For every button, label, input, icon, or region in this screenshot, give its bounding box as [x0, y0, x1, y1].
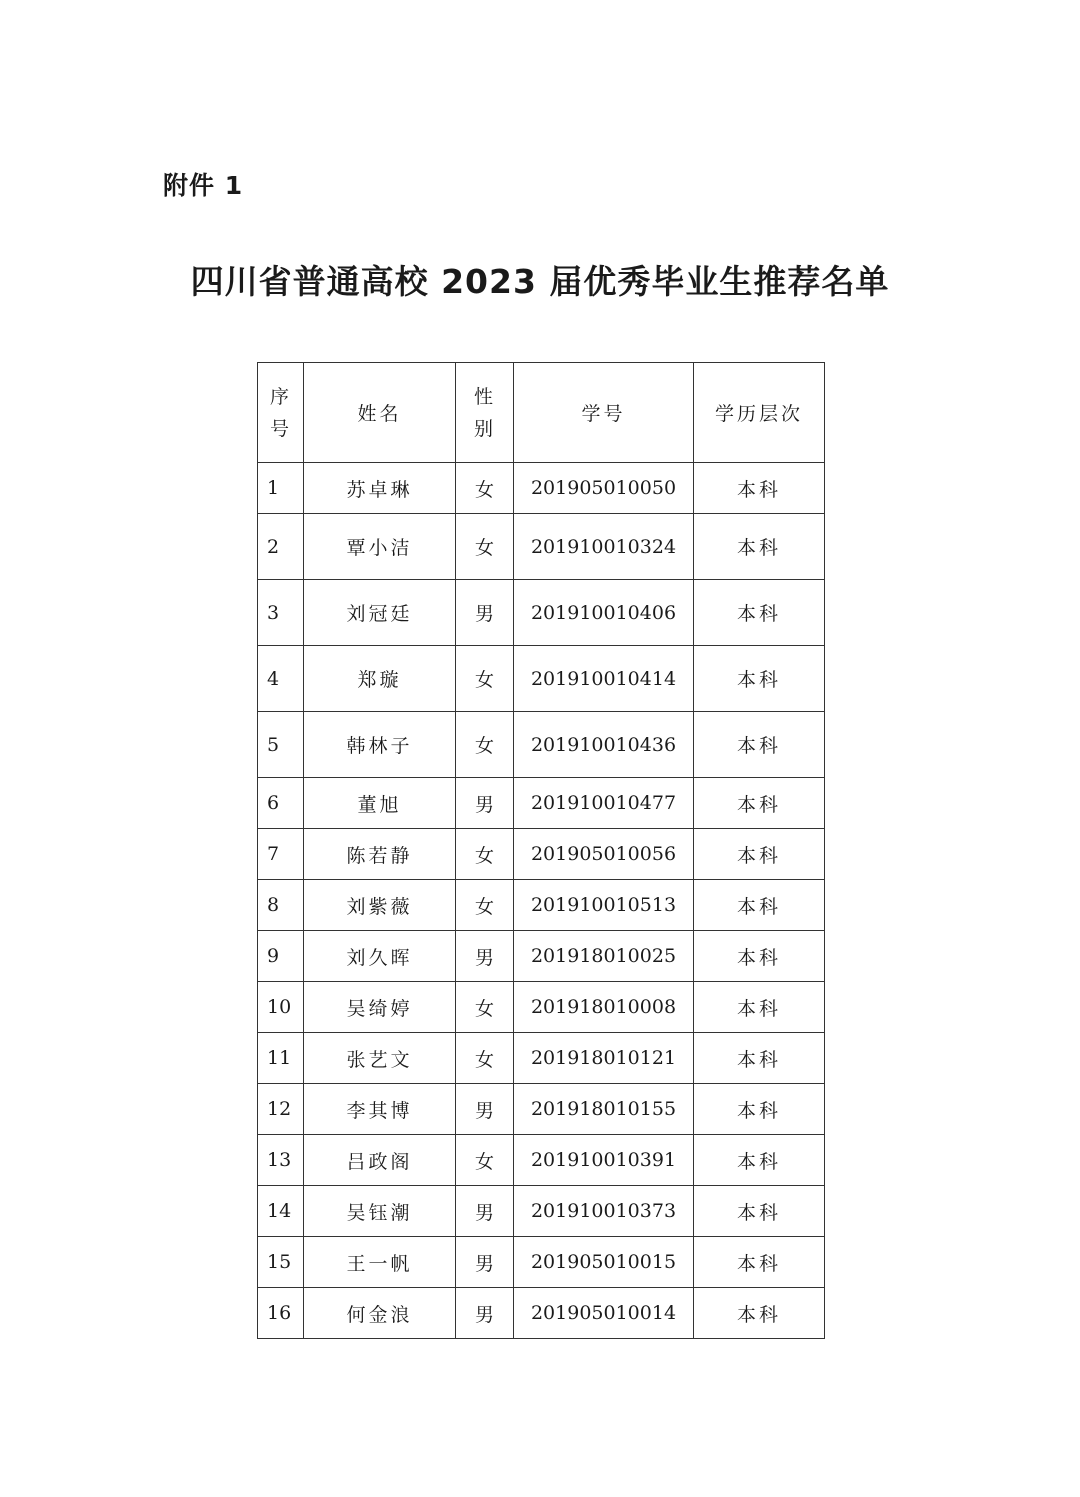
cell-level	[694, 580, 825, 646]
cell-name	[304, 1237, 456, 1288]
cell-name	[304, 1033, 456, 1084]
cell-name-text: 韩林子	[346, 735, 413, 757]
cell-student-id-text: 201910010324	[530, 535, 677, 558]
cell-level	[694, 463, 825, 514]
cell-name	[304, 931, 456, 982]
cell-level	[694, 1084, 825, 1135]
cell-no-text: 11	[267, 1047, 292, 1069]
cell-name-text: 郑璇	[357, 669, 402, 691]
cell-name	[304, 880, 456, 931]
table-row	[258, 646, 825, 712]
cell-student-id	[514, 829, 694, 880]
cell-gender	[456, 514, 514, 580]
cell-level-text: 本科	[736, 537, 781, 559]
cell-student-id	[514, 646, 694, 712]
cell-name	[304, 1186, 456, 1237]
table-row	[258, 1237, 825, 1288]
cell-no	[258, 778, 304, 829]
cell-gender-text: 男	[474, 1099, 494, 1122]
header-gender-char-2: 别	[473, 417, 495, 440]
header-level-label: 学历层次	[714, 403, 803, 425]
cell-level-text: 本科	[736, 1150, 781, 1173]
cell-name-text: 吴钰潮	[346, 1201, 413, 1224]
cell-name-text: 刘久晖	[346, 946, 413, 969]
header-student-id-label: 学号	[581, 403, 626, 425]
cell-gender-text: 男	[474, 793, 494, 816]
cell-gender	[456, 931, 514, 982]
cell-gender-text: 男	[474, 1252, 494, 1275]
cell-name-text: 苏卓琳	[346, 478, 413, 501]
cell-no	[258, 712, 304, 778]
cell-gender	[456, 580, 514, 646]
cell-level	[694, 778, 825, 829]
cell-name	[304, 1288, 456, 1339]
cell-no	[258, 931, 304, 982]
cell-name-text: 何金浪	[346, 1303, 413, 1326]
cell-gender-text: 女	[474, 997, 494, 1020]
cell-level	[694, 1033, 825, 1084]
cell-gender-text: 女	[474, 1150, 494, 1173]
cell-level-text: 本科	[736, 1252, 781, 1275]
cell-gender-text: 女	[474, 735, 494, 757]
cell-name	[304, 646, 456, 712]
cell-student-id-text: 201910010513	[530, 894, 677, 916]
cell-name	[304, 1084, 456, 1135]
cell-student-id	[514, 1288, 694, 1339]
table-body	[258, 463, 825, 1339]
cell-student-id	[514, 1084, 694, 1135]
cell-gender	[456, 646, 514, 712]
table-row	[258, 778, 825, 829]
attachment-label: 附件 1	[163, 171, 244, 200]
cell-level	[694, 712, 825, 778]
cell-level-text: 本科	[736, 478, 781, 501]
cell-no-text: 10	[267, 996, 292, 1018]
cell-gender-text: 女	[474, 478, 494, 501]
header-name	[304, 363, 456, 463]
cell-gender-text: 女	[474, 844, 494, 867]
cell-gender-text: 男	[474, 603, 494, 625]
cell-student-id	[514, 1033, 694, 1084]
cell-name	[304, 463, 456, 514]
cell-no-text: 3	[267, 601, 280, 624]
table-row	[258, 1288, 825, 1339]
cell-gender-text: 男	[474, 1303, 494, 1326]
cell-level-text: 本科	[736, 895, 781, 918]
table-row	[258, 1186, 825, 1237]
cell-student-id-text: 201910010391	[530, 1149, 677, 1171]
header-no	[258, 363, 304, 463]
cell-no	[258, 880, 304, 931]
cell-student-id	[514, 712, 694, 778]
cell-name-text: 吕政阁	[346, 1150, 413, 1173]
cell-level	[694, 1186, 825, 1237]
cell-student-id	[514, 1135, 694, 1186]
document-title: 四川省普通高校 2023 届优秀毕业生推荐名单	[190, 262, 890, 301]
cell-no-text: 8	[267, 894, 280, 916]
cell-gender-text: 女	[474, 1048, 494, 1071]
cell-level-text: 本科	[736, 1048, 781, 1071]
cell-level-text: 本科	[736, 1099, 781, 1122]
cell-name-text: 吴绮婷	[346, 997, 413, 1020]
cell-no-text: 5	[267, 733, 280, 756]
header-gender-char-1: 性	[473, 385, 495, 408]
cell-no-text: 4	[267, 667, 280, 690]
cell-no	[258, 1084, 304, 1135]
cell-no	[258, 1135, 304, 1186]
cell-no	[258, 646, 304, 712]
cell-student-id-text: 201910010373	[530, 1200, 677, 1222]
cell-level	[694, 514, 825, 580]
cell-no	[258, 1033, 304, 1084]
cell-student-id	[514, 931, 694, 982]
cell-level	[694, 646, 825, 712]
cell-no	[258, 580, 304, 646]
cell-student-id-text: 201905010056	[530, 843, 677, 865]
cell-no	[258, 1288, 304, 1339]
cell-no-text: 13	[267, 1149, 292, 1171]
cell-no	[258, 1237, 304, 1288]
cell-level	[694, 1288, 825, 1339]
cell-gender-text: 女	[474, 669, 494, 691]
cell-name-text: 陈若静	[346, 844, 413, 867]
cell-no	[258, 463, 304, 514]
table-row	[258, 982, 825, 1033]
cell-gender	[456, 778, 514, 829]
cell-name-text: 王一帆	[346, 1252, 413, 1275]
cell-no-text: 1	[267, 477, 280, 499]
cell-name	[304, 778, 456, 829]
table-row	[258, 880, 825, 931]
cell-level	[694, 1237, 825, 1288]
cell-name-text: 覃小洁	[346, 537, 413, 559]
cell-level	[694, 931, 825, 982]
cell-no-text: 14	[267, 1200, 292, 1222]
cell-name-text: 董旭	[357, 793, 402, 816]
cell-no	[258, 514, 304, 580]
cell-level-text: 本科	[736, 844, 781, 867]
cell-student-id-text: 201910010477	[530, 792, 677, 814]
header-level	[694, 363, 825, 463]
cell-gender	[456, 712, 514, 778]
cell-level-text: 本科	[736, 946, 781, 969]
cell-student-id	[514, 580, 694, 646]
cell-student-id-text: 201910010414	[530, 667, 677, 690]
cell-no-text: 6	[267, 792, 280, 814]
cell-no-text: 16	[267, 1302, 292, 1324]
cell-student-id-text: 201910010406	[530, 601, 677, 624]
cell-name	[304, 982, 456, 1033]
cell-gender	[456, 1135, 514, 1186]
header-gender	[456, 363, 514, 463]
cell-gender-text: 女	[474, 895, 494, 918]
cell-gender	[456, 1237, 514, 1288]
cell-level	[694, 1135, 825, 1186]
cell-level-text: 本科	[736, 793, 781, 816]
table-row	[258, 514, 825, 580]
cell-student-id	[514, 880, 694, 931]
cell-no-text: 7	[267, 843, 280, 865]
cell-gender	[456, 982, 514, 1033]
cell-level-text: 本科	[736, 603, 781, 625]
cell-no	[258, 982, 304, 1033]
cell-gender	[456, 880, 514, 931]
table-row	[258, 931, 825, 982]
cell-name-text: 李其博	[346, 1099, 413, 1122]
table-row	[258, 580, 825, 646]
cell-student-id	[514, 982, 694, 1033]
header-no-char-1: 序	[269, 385, 291, 408]
cell-name	[304, 1135, 456, 1186]
header-student-id	[514, 363, 694, 463]
cell-student-id-text: 201910010436	[530, 733, 677, 756]
cell-level	[694, 829, 825, 880]
cell-student-id-text: 201918010155	[530, 1098, 677, 1120]
cell-no-text: 9	[267, 945, 280, 967]
cell-level-text: 本科	[736, 997, 781, 1020]
header-name-label: 姓名	[357, 403, 402, 425]
cell-gender	[456, 829, 514, 880]
header-no-char-2: 号	[269, 417, 291, 440]
table-row	[258, 1084, 825, 1135]
cell-name	[304, 580, 456, 646]
cell-level-text: 本科	[736, 669, 781, 691]
cell-student-id-text: 201918010121	[530, 1047, 677, 1069]
cell-level-text: 本科	[736, 1201, 781, 1224]
cell-gender	[456, 1084, 514, 1135]
cell-gender	[456, 1033, 514, 1084]
cell-no-text: 15	[267, 1251, 292, 1273]
table-row	[258, 712, 825, 778]
cell-no	[258, 1186, 304, 1237]
table-row	[258, 1033, 825, 1084]
cell-gender	[456, 1288, 514, 1339]
table-row	[258, 829, 825, 880]
cell-student-id	[514, 1237, 694, 1288]
cell-name	[304, 514, 456, 580]
cell-no-text: 2	[267, 535, 280, 558]
cell-student-id	[514, 463, 694, 514]
cell-student-id	[514, 514, 694, 580]
cell-no	[258, 829, 304, 880]
cell-name-text: 刘冠廷	[346, 603, 413, 625]
table-row	[258, 1135, 825, 1186]
cell-gender	[456, 1186, 514, 1237]
cell-name	[304, 829, 456, 880]
cell-student-id-text: 201918010025	[530, 945, 677, 967]
cell-student-id-text: 201905010050	[530, 477, 677, 499]
cell-gender-text: 女	[474, 537, 494, 559]
cell-no-text: 12	[267, 1098, 292, 1120]
cell-student-id-text: 201918010008	[530, 996, 677, 1018]
cell-level-text: 本科	[736, 735, 781, 757]
cell-gender	[456, 463, 514, 514]
cell-level-text: 本科	[736, 1303, 781, 1326]
recommendation-table	[257, 362, 825, 1339]
cell-name	[304, 712, 456, 778]
cell-gender-text: 男	[474, 1201, 494, 1224]
cell-level	[694, 880, 825, 931]
table-row	[258, 463, 825, 514]
cell-name-text: 张艺文	[346, 1048, 413, 1071]
cell-name-text: 刘紫薇	[346, 895, 413, 918]
cell-student-id	[514, 1186, 694, 1237]
cell-student-id	[514, 778, 694, 829]
cell-level	[694, 982, 825, 1033]
cell-student-id-text: 201905010014	[530, 1302, 677, 1324]
cell-student-id-text: 201905010015	[530, 1251, 677, 1273]
table-header-row	[258, 363, 825, 463]
cell-gender-text: 男	[474, 946, 494, 969]
